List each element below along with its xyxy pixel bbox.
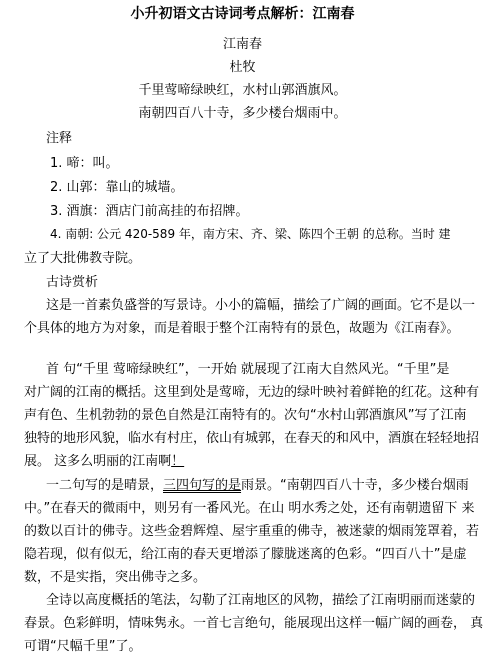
paragraph-line: 的数以百计的佛寺。这些金碧辉煌、屋宇重重的佛寺，被迷蒙的烟雨笼罩着，若: [24, 524, 480, 539]
paragraph-line: 这是一首素负盛誉的写景诗。小小的篇幅，描绘了广阔的画面。它不是以一: [46, 298, 476, 313]
paragraph-line: 春景。色彩鲜明，情味隽永。一首七言绝句，能展现出这样一幅广阔的画卷， 真: [24, 616, 484, 631]
paragraph-line: 中。”在春天的微雨中，则另有一番风光。在山 明水秀之处，还有南朝遗留下 来: [24, 501, 475, 516]
page-title: 小升初语文古诗词考点解析：江南春: [130, 6, 355, 22]
paragraph-line: 对广阔的江南的概括。这里到处是莺啼，无边的绿叶映衬着鲜艳的红花。这种有: [24, 385, 480, 400]
poem-line-1: 千里莺啼绿映红，水村山郭酒旗风。: [138, 83, 347, 98]
paragraph-line: 独特的地形风貌，临水有村庄，依山有城郭，在春天的和风中，酒旗在轻轻地招: [24, 431, 480, 446]
appreciation-heading: 古诗赏析: [46, 275, 99, 290]
paragraph-text: 雨景。“南朝四百八十寺，多少楼台烟雨: [241, 478, 469, 493]
notes-heading: 注释: [46, 131, 73, 146]
note-item: 4. 南朝: 公元 420-589 年，南方宋、齐、梁、陈四个王朝 的总称。当时 建: [50, 227, 451, 241]
paragraph-line: 个具体的地方为对象，而是着眼于整个江南特有的景色，故题为《江南春》。: [24, 321, 460, 336]
paragraph-line: 隐若现，似有似无，给江南的春天更增添了朦胧迷离的色彩。“四百八十”是虚: [24, 547, 467, 562]
note-item: 2. 山郭：靠山的城墙。: [50, 180, 184, 195]
paragraph-line: 全诗以高度概括的笔法，勾勒了江南地区的风物，描绘了江南明丽而迷蒙的: [46, 593, 476, 608]
underlined-text: 三四句写的是: [163, 478, 242, 493]
poem-name: 江南春: [222, 37, 262, 52]
paragraph-text: 展。 这多么明丽的江南啊: [24, 454, 172, 469]
underlined-text: ！: [171, 454, 185, 469]
poem-author: 杜牧: [229, 60, 256, 75]
paragraph-line: 声有色、生机勃勃的景色自然是江南特有的。次句“水村山郭酒旗风”写了江南: [24, 408, 467, 423]
paragraph-text: 一二句写的是晴景，: [46, 478, 164, 493]
paragraph-line: 首 句“千里 莺啼绿映红”，一开始 就展现了江南大自然风光。“千里”是: [46, 362, 450, 377]
paragraph-line: 数，不是实指，突出佛寺之多。: [24, 570, 207, 585]
note-item: 1. 啼：叫。: [50, 156, 119, 171]
paragraph-line: 可谓“尺幅千里”了。: [24, 639, 142, 654]
poem-line-2: 南朝四百八十寺，多少楼台烟雨中。: [138, 106, 347, 121]
note-item: 3. 酒旗：酒店门前高挂的布招牌。: [50, 204, 249, 219]
note-item-continued: 立了大批佛教寺院。: [24, 251, 142, 266]
paragraph-line: [24, 450, 184, 469]
paragraph-line: [46, 474, 469, 493]
